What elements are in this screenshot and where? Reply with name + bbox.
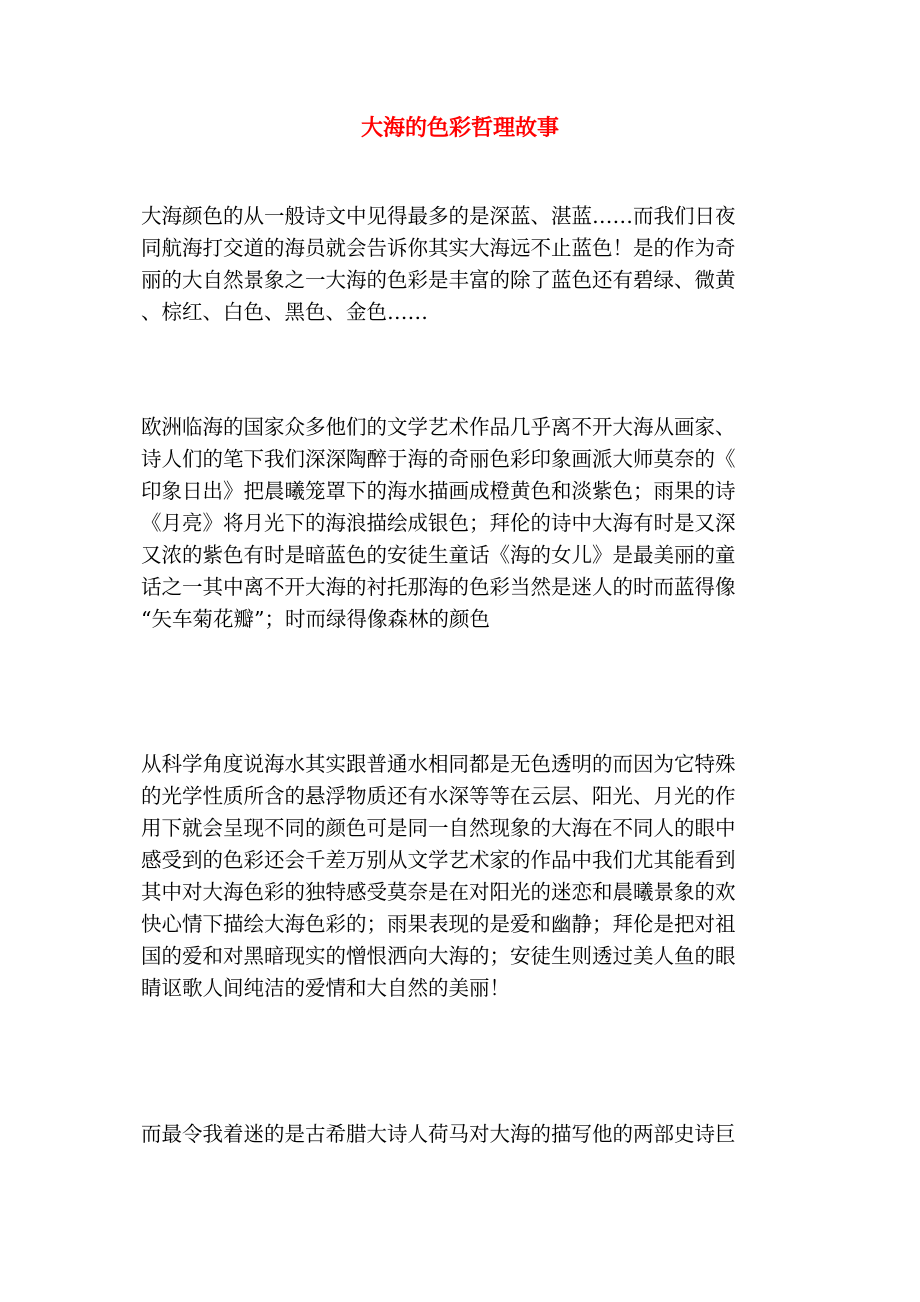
text-line: 话之一其中离不开大海的衬托那海的色彩当然是迷人的时而蓝得像 xyxy=(141,575,736,599)
text-line: 而最令我着迷的是古希腊大诗人荷马对大海的描写他的两部史诗巨 xyxy=(141,1122,736,1146)
text-line: 印象日出》把晨曦笼罩下的海水描画成橙黄色和淡紫色；雨果的诗 xyxy=(141,479,736,503)
text-line: 又浓的紫色有时是暗蓝色的安徒生童话《海的女儿》是最美丽的童 xyxy=(141,543,736,567)
text-line: 国的爱和对黑暗现实的憎恨洒向大海的；安徒生则透过美人鱼的眼 xyxy=(141,944,736,968)
text-line: 其中对大海色彩的独特感受莫奈是在对阳光的迷恋和晨曦景象的欢 xyxy=(141,880,736,904)
text-line: 、棕红、白色、黑色、金色…… xyxy=(141,300,428,324)
text-line: 丽的大自然景象之一大海的色彩是丰富的除了蓝色还有碧绿、微黄 xyxy=(141,268,736,292)
text-line: 感受到的色彩还会千差万别从文学艺术家的作品中我们尤其能看到 xyxy=(141,848,736,872)
text-line: 欧洲临海的国家众多他们的文学艺术作品几乎离不开大海从画家、 xyxy=(141,415,736,439)
text-line: 同航海打交道的海员就会告诉你其实大海远不止蓝色！是的作为奇 xyxy=(141,236,736,260)
text-line: 从科学角度说海水其实跟普通水相同都是无色透明的而因为它特殊 xyxy=(141,752,736,776)
paragraph-3 xyxy=(141,748,781,1004)
text-line: 睛讴歌人间纯洁的爱情和大自然的美丽！ xyxy=(141,976,510,1000)
text-line: 大海颜色的从一般诗文中见得最多的是深蓝、湛蓝……而我们日夜 xyxy=(141,204,736,228)
text-line: 《月亮》将月光下的海浪描绘成银色；拜伦的诗中大海有时是又深 xyxy=(141,511,736,535)
text-line: 诗人们的笔下我们深深陶醉于海的奇丽色彩印象画派大师莫奈的《 xyxy=(141,447,736,471)
text-line: 用下就会呈现不同的颜色可是同一自然现象的大海在不同人的眼中 xyxy=(141,816,736,840)
text-line: 快心情下描绘大海色彩的；雨果表现的是爱和幽静；拜伦是把对祖 xyxy=(141,912,736,936)
text-line: “矢车菊花瓣”；时而绿得像森林的颜色 xyxy=(141,607,490,631)
document-title: 大海的色彩哲理故事 xyxy=(360,115,559,141)
paragraph-2 xyxy=(141,411,781,635)
paragraph-1 xyxy=(141,200,781,328)
paragraph-4 xyxy=(141,1118,781,1150)
text-line: 的光学性质所含的悬浮物质还有水深等等在云层、阳光、月光的作 xyxy=(141,784,736,808)
